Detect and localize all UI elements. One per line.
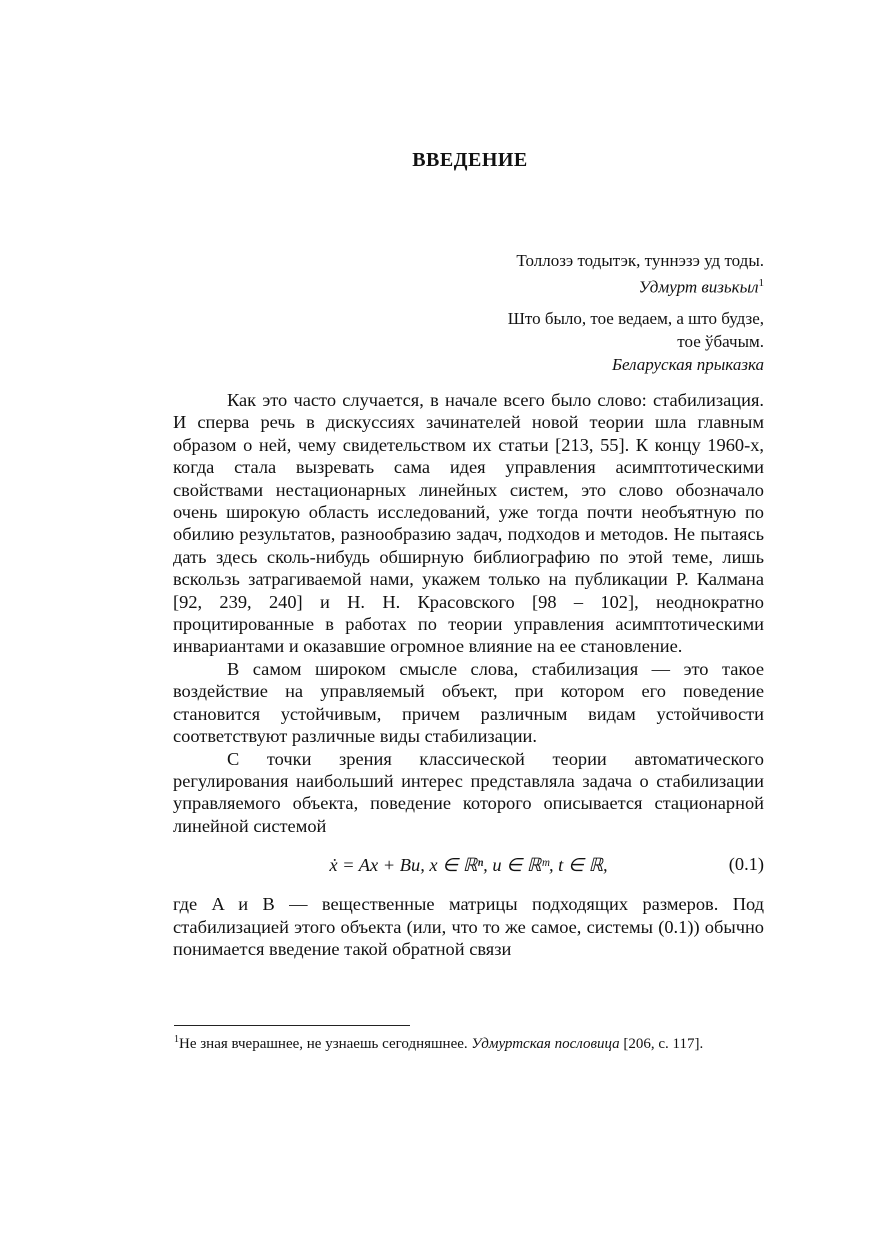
epigraph-2-source: Беларуская прыказка: [611, 354, 764, 374]
footnote: [174, 1030, 765, 1054]
footnote-source: Удмуртская пословица: [471, 1036, 620, 1052]
epigraph-1-source: Удмурт визькыл: [638, 277, 759, 297]
equation-0-1: [173, 837, 764, 893]
epigraph-1-text: Толлозэ тодытэк, туннэзэ уд тоды.: [516, 251, 764, 270]
paragraph-4: где A и B — вещественные матрицы подходящих размеров. Под стабилизацией этого объекта (или, что то же самое, системы (0.1)) обычно понимается введение такой обратной связи: [173, 894, 764, 959]
epigraph-2-line2: тое ўбачым.: [677, 331, 764, 351]
equation-formula: ẋ = Ax + Bu, x ∈ ℝⁿ, u ∈ ℝᵐ, t ∈ ℝ,: [329, 854, 608, 875]
epigraph-1: [508, 249, 764, 299]
paragraph-3: С точки зрения классической теории автоматического регулирования наибольший интерес представляла задача о стабилизации управляемого объекта, поведение которого описывается стационарной линейной системой: [173, 748, 764, 836]
epigraph-2: [508, 307, 764, 376]
main-text: [173, 389, 764, 960]
epigraph-2-line1: Што было, тое ведаем, а што будзе,: [507, 308, 764, 328]
paragraph-1: Как это часто случается, в начале всего было слово: стабилизация. И сперва речь в дискуссиях зачинателей новой теории шла главным образом о ней, чему свидетельством их статьи [213, 55]. К концу 1960-х, когда стала вызревать сама идея управления асимптотическими свойствами нестационарных линейных систем, это слово обозначало очень широкую область исследований, уже тогда почти необъятную по обилию результатов, разнообразию задач, подходов и методов. Не пытаясь дать здесь сколь-нибудь обширную библиографию по этой теме, лишь вскользь затрагиваемой нами, укажем только на публикации Р. Калмана [92, 239, 240] и Н. Н. Красовского [98 – 102], неоднократно процитированные в работах по теории управления асимптотическими инвариантами и оказавшие огромное влияние на ее становление.: [173, 390, 764, 657]
footnote-mark: 1: [758, 277, 764, 289]
footnote-rule: [174, 1025, 410, 1026]
chapter-heading: ВВЕДЕНИЕ: [412, 149, 528, 171]
epigraphs: [508, 249, 764, 384]
footnote-reference: [206, с. 117].: [623, 1036, 704, 1052]
footnote-text: Не зная вчерашнее, не узнаешь сегодняшнее.: [179, 1036, 468, 1052]
footnote-number: 1: [174, 1034, 179, 1045]
equation-number: (0.1): [728, 854, 764, 875]
paragraph-2: В самом широком смысле слова, стабилизация — это такое воздействие на управляемый объект, при котором его поведение становится устойчивым, причем различным видам устойчивости соответствуют различные виды стабилизации.: [173, 658, 764, 747]
